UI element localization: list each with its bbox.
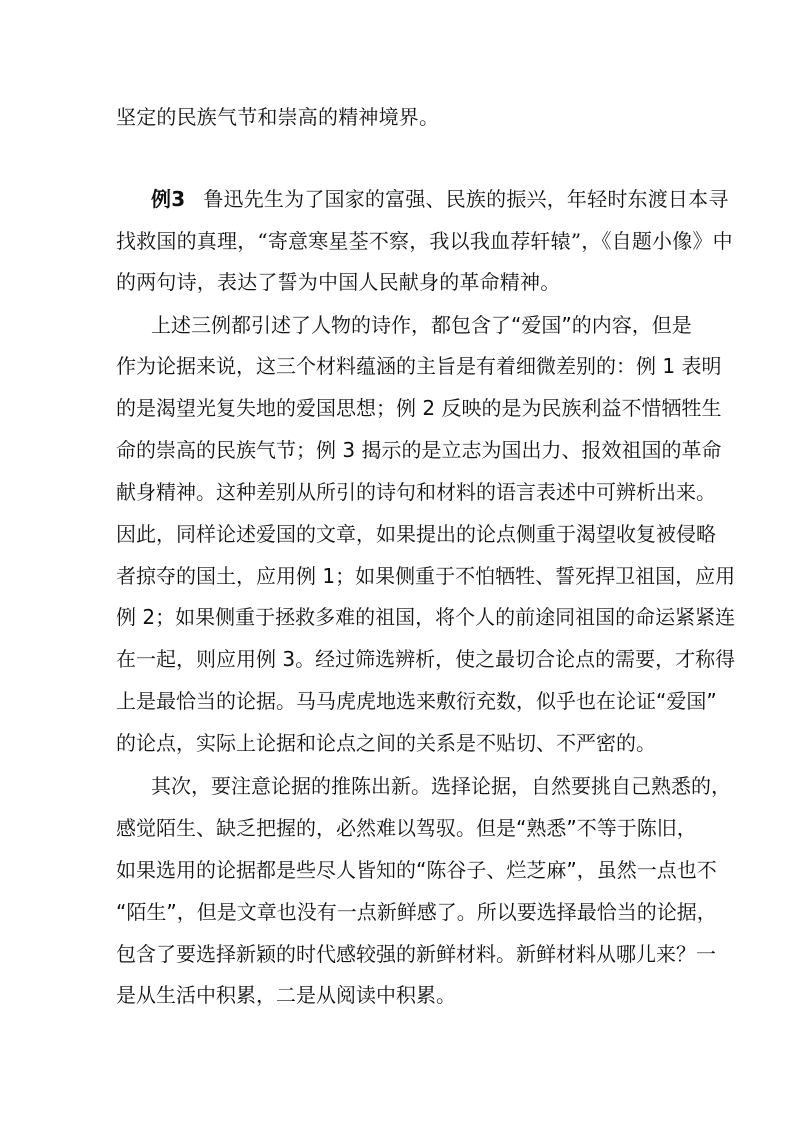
paragraph-1-line: 命的崇高的民族气节；例 3 揭示的是立志为国出力、报效祖国的革命 (116, 438, 722, 462)
paragraph-2-line: “陌生”，但是文章也没有一点新鲜感了。所以要选择最恰当的论据， (116, 900, 717, 924)
paragraph-1-line: 上是最恰当的论据。马马虎虎地选来敷衍充数，似乎也在论证“爱国” (116, 689, 717, 713)
paragraph-1-line: 因此，同样论述爱国的文章，如果提出的论点侧重于渴望收复被侵略 (116, 522, 716, 546)
paragraph-1-line: 作为论据来说，这三个材料蕴涵的主旨是有着细微差别的：例 1 表明 (116, 354, 722, 378)
paragraph-1-line: 在一起，则应用例 3。经过筛选辨析，使之最切合论点的需要，才称得 (116, 647, 736, 671)
paragraph-2-line: 是从生活中积累，二是从阅读中积累。 (116, 983, 456, 1007)
example-3-text: 鲁迅先生为了国家的富强、民族的振兴，年轻时东渡日本寻 (203, 187, 729, 211)
example-3-label: 例3 (151, 187, 186, 211)
example-3-line-1 (151, 187, 729, 211)
paragraph-1-line: 献身精神。这种差别从所引的诗句和材料的语言表述中可辨析出来。 (116, 480, 716, 504)
paragraph-2-line: 包含了要选择新颖的时代感较强的新鲜材料。新鲜材料从哪儿来？一 (116, 942, 716, 966)
example-3-line-3: 的两句诗，表达了誓为中国人民献身的革命精神。 (116, 270, 561, 294)
paragraph-1-line: 的是渴望光复失地的爱国思想；例 2 反映的是为民族利益不惜牺牲生 (116, 396, 722, 420)
paragraph-2-line: 其次，要注意论据的推陈出新。选择论据，自然要挑自己熟悉的， (151, 774, 731, 798)
paragraph-2-line: 如果选用的论据都是些尽人皆知的“陈谷子、烂芝麻”，虽然一点也不 (116, 858, 717, 882)
paragraph-1-line: 的论点，实际上论据和论点之间的关系是不贴切、不严密的。 (116, 731, 656, 755)
paragraph-2-line: 感觉陌生、缺乏把握的，必然难以驾驭。但是“熟悉”不等于陈旧， (116, 816, 697, 840)
intro-line: 坚定的民族气节和崇高的精神境界。 (116, 105, 440, 129)
example-3-line-2: 找救国的真理，“寄意寒星荃不察，我以我血荐轩辕”，《自题小像》中 (116, 229, 733, 253)
paragraph-1-line: 例 2；如果侧重于拯救多难的祖国，将个人的前途同祖国的命运紧紧连 (116, 605, 736, 629)
paragraph-1-line: 上述三例都引述了人物的诗作，都包含了“爱国”的内容，但是 (151, 313, 692, 337)
paragraph-1-line: 者掠夺的国土，应用例 1；如果侧重于不怕牺牲、誓死捍卫祖国，应用 (116, 564, 736, 588)
